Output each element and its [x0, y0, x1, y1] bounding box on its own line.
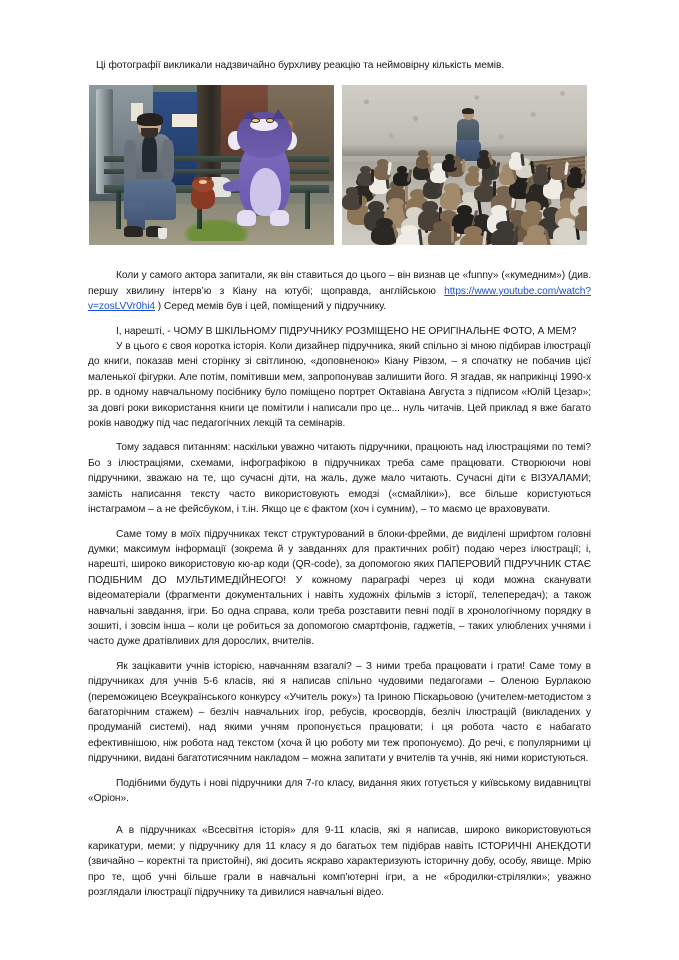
street-cat [575, 213, 587, 231]
street-cat-tail [405, 185, 408, 202]
spacer [88, 518, 591, 527]
paragraph-work-and-play: Як зацікавити учнів історією, навчанням взагалі? – З ними треба працювати і грати! Саме тому в підручниках для учнів 5-6 класів, які я написав спільно чудовими педагогами – Оленою Бурлакою (переможицею Всеукраїнського конкурсу «Учитель року») та Іриною Піскарьовою (учителем-методистом з багаторічним стажем) – безліч навчальних ігор, ребусів, кросвордів, безліч ілюстрацій (викладених у продуманій системі), над якими учням пропонується працювати; і ця робота часто є набагато ефективнішою, ніж робота над текстом (хоча й цю роботу ми теж пропонуємо). До речі, є популярними ці підручники, видані багатотисячним накладом – можна запитати у вчителів та учнів, які ними користуються. [88, 660, 591, 765]
crouching-man [455, 109, 482, 162]
cat-belly [250, 168, 281, 217]
man-body [457, 119, 480, 142]
man-shoe [124, 226, 142, 237]
man-shirt [142, 135, 157, 171]
bench-scene-background [89, 85, 334, 245]
spacer [88, 806, 591, 823]
spacer [88, 259, 591, 268]
man-arm-left [124, 140, 136, 184]
cats-scene-background [342, 85, 587, 245]
paper-cup [158, 228, 168, 239]
figure-row [88, 85, 591, 245]
paragraph-actor-text-after: ) Серед мемів був і цей, поміщений у підручнику. [155, 301, 387, 313]
tree-trunk [197, 85, 222, 181]
paragraph-grade-seven: Подібними будуть і нові підручники для 7-го класу, видання яких готується у київському видавництві «Оріон». [88, 777, 591, 804]
man-beard [141, 128, 158, 138]
lead-paragraph: Ці фотографії викликали надзвичайно бурхливу реакцію та неймовірну кількість мемів. [96, 60, 505, 71]
street-cat-tail [359, 191, 362, 205]
mouse-head [192, 177, 214, 191]
mouse-face [199, 180, 208, 184]
man-hair [462, 108, 474, 114]
bench-leg [116, 191, 121, 229]
document-body [88, 58, 591, 900]
cat-head [237, 112, 292, 158]
bench-leg [305, 191, 310, 229]
paragraph-block-frames-qr: Саме тому в моїх підручниках текст структурований в блоки-фрейми, де виділені шрифтом головні думки; максимум інформації (зокрема й у завданнях для практичних робіт) подаю через ілюстрації; і, нарешті, широко використовую кю-ар коди (QR-code), за допомогою яких ПАПЕРОВИЙ ПІДРУЧНИК СТАЄ ПОДІБНИМ ДО МУЛЬТИМЕДІЙНЕОГО! У кожному параграфі через ці коди можна сканувати відеоматеріали (фрагменти документальних і навіть художніх фільмів з історії, телепередач); а також навчальні завдання, ігри. Бо одна справа, коли треба розставити певні події в хронологічному порядку в зошиті, і зовсім інша – коли це робиться за допомогою смартфонів, гаджетів, – таких улюблених учнями і часто дуже дратівливих для дорослих, вчителів. [88, 528, 591, 648]
mouse-ear [206, 177, 212, 181]
figure-keanu-bench-meme [89, 85, 334, 245]
man-hair [137, 113, 163, 125]
seated-man [123, 116, 177, 238]
paragraph-textbook-history: У в цього є своя коротка історія. Коли дизайнер підручника, який спільно зі мною підбирав ілюстрації до книги, показав мені сторінку зі світлиною, «доповненою» Кіану Рівзом, – я спочатку не побачив цієї маленької фігурки. Але потім, помітивши мем, запропонував залишити його. Я згадав, як наприкінці 1990-х рр. в одному навчальному посібнику було поміщено портрет Октавіана Августа з підписом «Юлій Цезар»; за довгі роки використання книги це помітили і написали про це... нуль читачів. Цей приклад я вже багато років наводжу під час педагогічних лекцій та семінарів. [88, 341, 591, 430]
cartoon-mouse [187, 177, 219, 209]
cat-ear [272, 109, 285, 119]
youtube-interview-link[interactable]: https://www.youtube.com/watch?v=zosLVVr0hi4 [88, 285, 591, 313]
man-arm-right [162, 140, 174, 181]
paragraph-world-history-books: А в підручниках «Всесвітня історія» для 9-11 класів, які я написав, широко використовуються карикатури, меми; у підручнику для 11 класу я до багатьох тем підібрав навіть ІСТОРИЧНІ АНЕКДОТИ (звичайно – коректні та пристойні), які досить яскраво характеризують історичну добу, особу, явище. Мрію про те, щоб учні більше грали в навчальні комп’ютерні ігри, а не «бродилки-стрілялки»; уважно розглядали ілюстрації підручнику та дивилися навчальні відео. [88, 825, 591, 899]
cartoon-cat [226, 105, 304, 227]
cat-paw [270, 210, 289, 226]
cat-paw [237, 210, 256, 226]
spacer [88, 767, 591, 776]
spacer [88, 315, 591, 324]
pipe [96, 89, 113, 195]
figure-man-with-street-cats [342, 85, 587, 245]
street-cat-tail [451, 226, 454, 243]
street-cat-tail [428, 153, 431, 165]
street-cat-tail [462, 159, 465, 172]
paragraph-actor-text-before: Коли у самого актора запитали, як він ставиться до цього – він визнав це «funny» («кумедним») (див. першу хвилину інтерв’ю з Кіану на ютубі; щоправда, англійською [88, 270, 591, 297]
paragraph-actor-reaction [88, 268, 591, 314]
spacer [88, 431, 591, 440]
paragraph-heading-question: І, нарешті, - ЧОМУ В ШКІЛЬНОМУ ПІДРУЧНИКУ РОЗМІЩЕНО НЕ ОРИГІНАЛЬНЕ ФОТО, А МЕМ? [116, 325, 577, 337]
paragraph-reading-question: Тому задався питанням: наскільки уважно читають підручники, працюють над ілюстраціями по темі? Бо з ілюстраціями, схемами, інфографікою в підручниках треба саме працювати. Створюючи нові підручники, зважаю на те, що сучасні діти, на жаль, дуже мало читають. Сучасні діти є ВІЗУАЛАМИ; замість написання тексту часто використовують емодзі («смайліки»), все більше користуються інстаграмом – а не фейсбуком, і т.ін. Якщо це є фактом (хоч і сумним), – то маємо це враховувати. [88, 442, 591, 516]
spacer [88, 650, 591, 659]
